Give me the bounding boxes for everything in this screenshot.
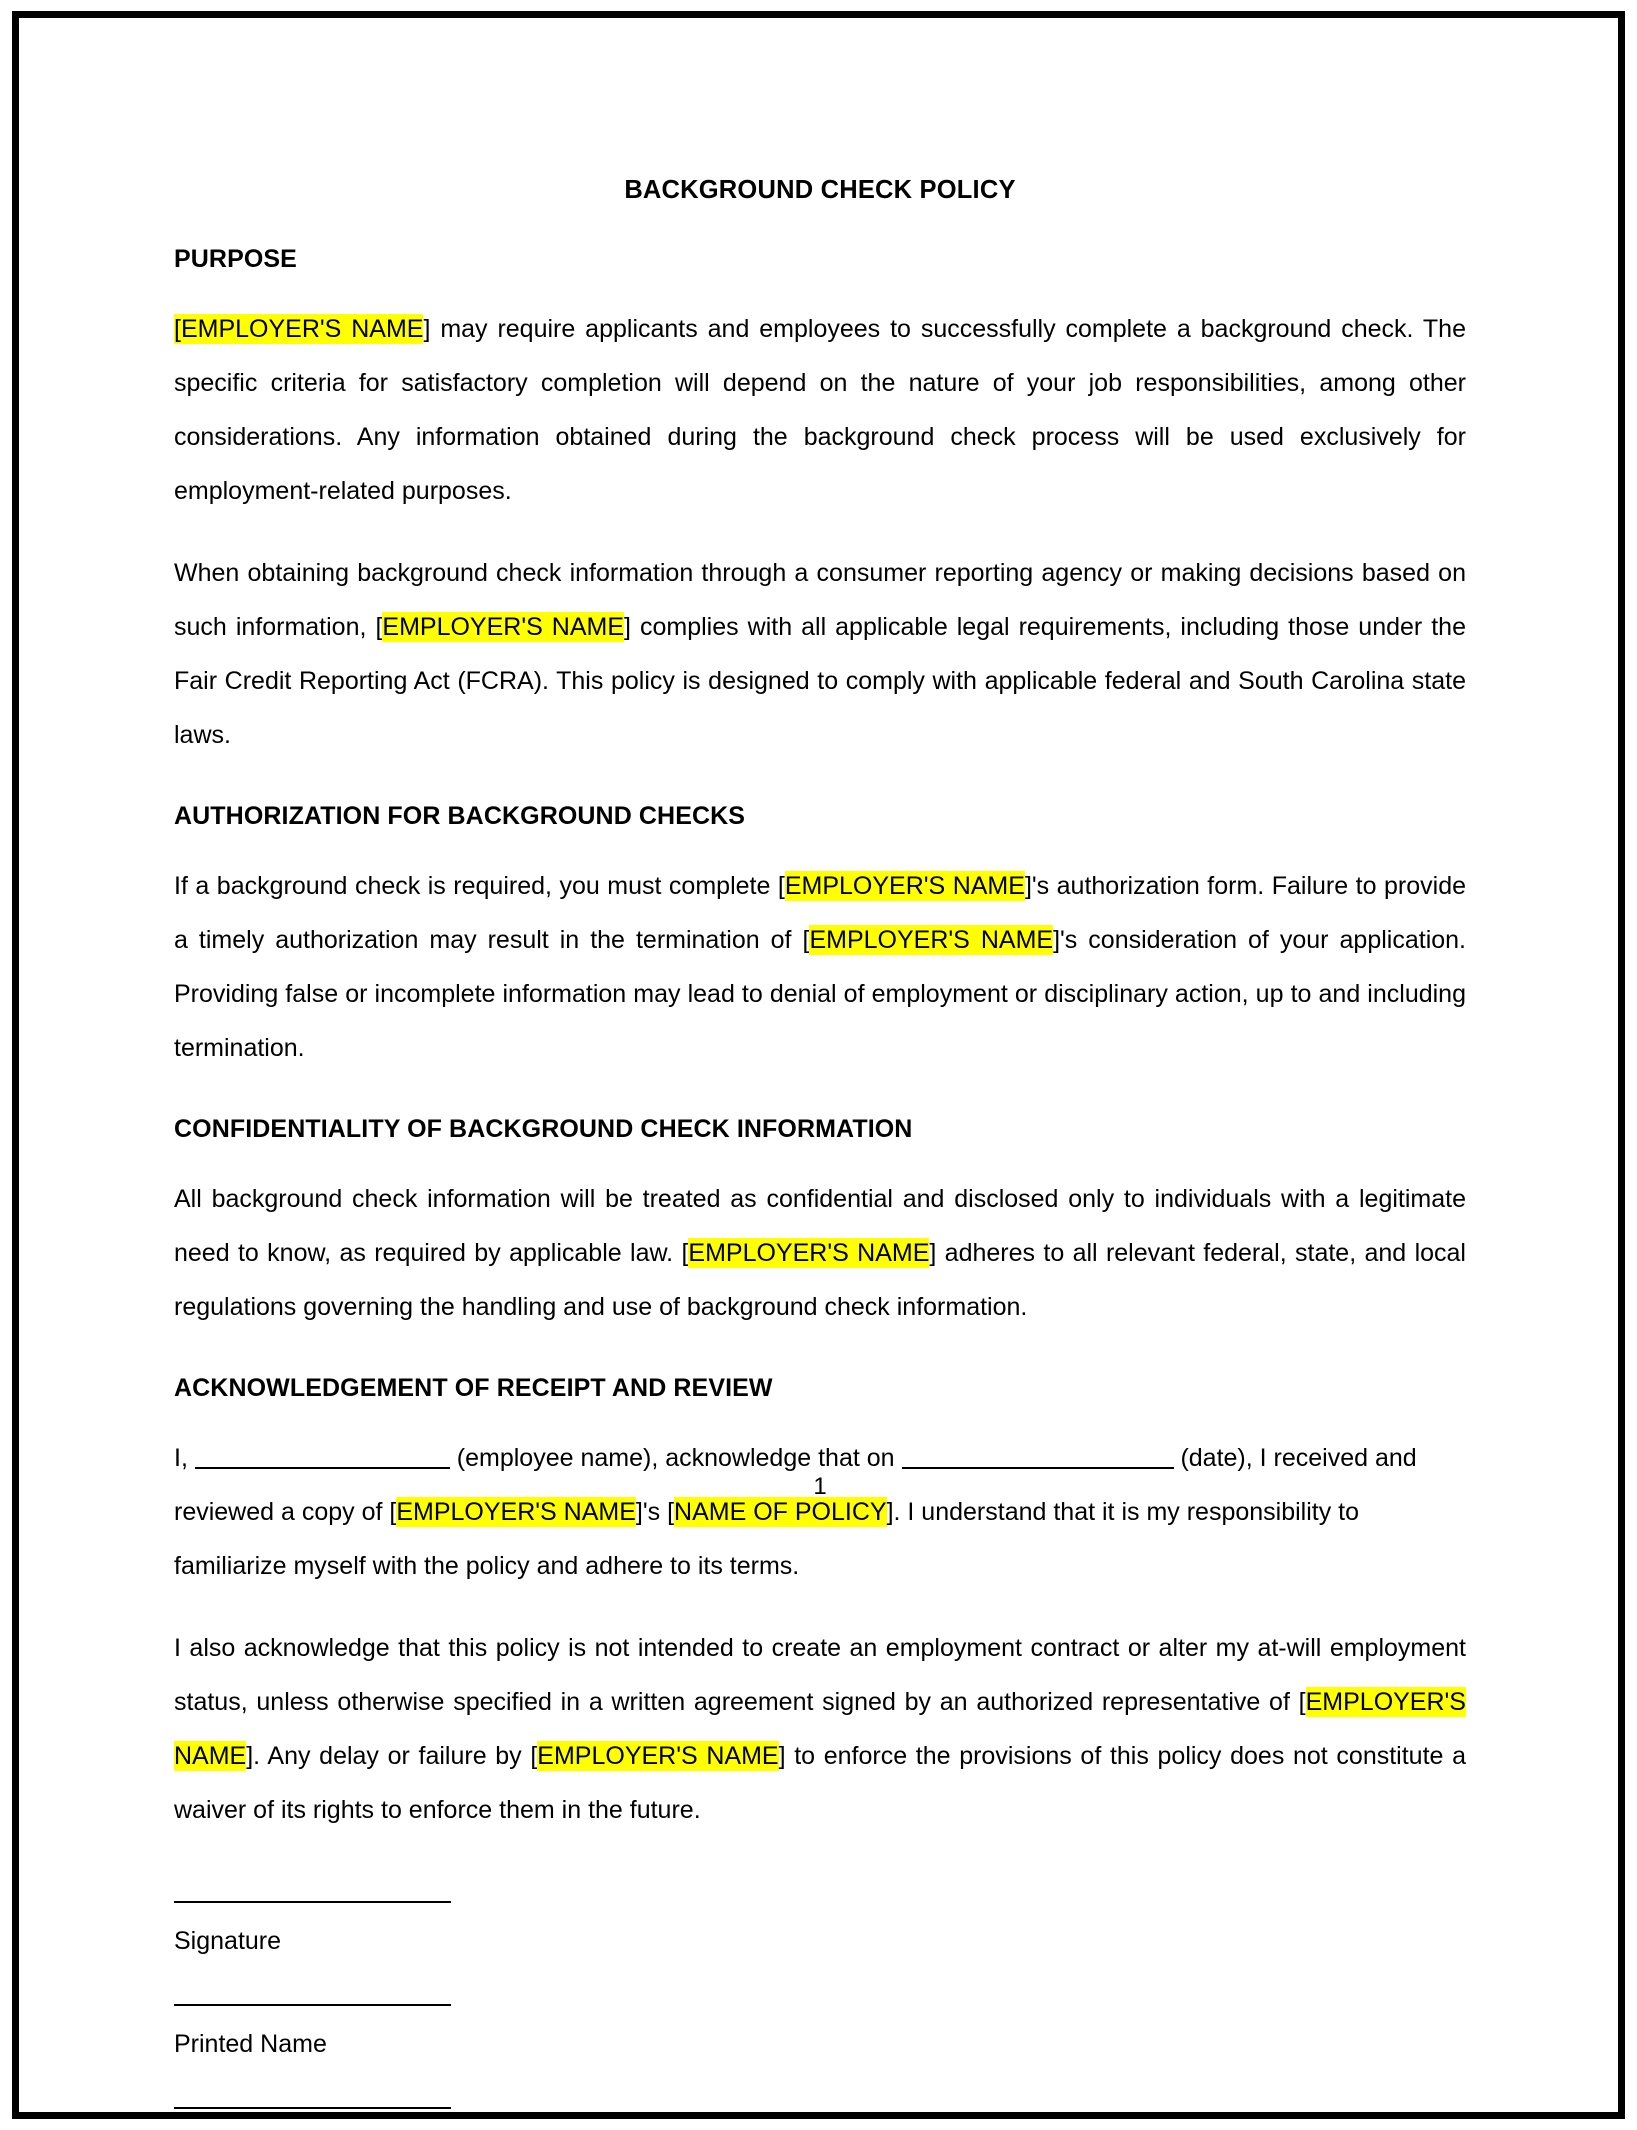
employer-name-placeholder: EMPLOYER'S NAME [174,1688,1466,1770]
bracket-open: [ [174,315,181,343]
signature-block [174,1901,1466,2109]
employee-name-blank[interactable] [195,1442,450,1469]
employer-name-placeholder: EMPLOYER'S NAME [784,872,1025,900]
acknowledgement-part-4: ]'s [ [635,1498,675,1526]
acknowledgement-part-2: (employee name), acknowledge that on [449,1444,902,1472]
confidentiality-paragraph-lead: All background check information will be treated as confidential and disclosed only to individuals with a legitimate need to know, as required by applicable law. [ [174,1185,1466,1267]
section-heading-acknowledgement: ACKNOWLEDGEMENT OF RECEIPT AND REVIEW [174,1374,773,1402]
page-content-area [174,18,1466,2112]
section-heading-authorization: AUTHORIZATION FOR BACKGROUND CHECKS [174,802,746,830]
purpose-paragraph-2-lead: When obtaining background check information through a consumer reporting agency or making decisions based on such information, [ [174,559,1466,641]
date-blank[interactable] [902,1442,1174,1469]
authorization-paragraph-lead: If a background check is required, you must complete [ [174,872,785,900]
employer-name-placeholder: EMPLOYER'S NAME [688,1239,930,1267]
acknowledgement-part-5: ]. I understand that it is my responsibility to familiarize myself with the policy and adhere to its terms. [174,1498,1360,1580]
date-line[interactable] [174,2107,451,2109]
acknowledgement-2-mid: ]. Any delay or failure by [ [246,1742,538,1770]
employer-name-placeholder: EMPLOYER'S NAME [537,1742,779,1770]
purpose-paragraph-2-tail: ] complies with all applicable legal requirements, including those under the Fair Credit Reporting Act (FCRA). This policy is designed to comply with applicable federal and South Carolina state laws. [174,613,1466,749]
acknowledgement-paragraph-2 [174,1621,1466,1837]
confidentiality-paragraph [174,1172,1466,1334]
purpose-paragraph-2 [174,546,1466,762]
printed-name-label: Printed Name [174,2030,327,2058]
employer-name-text: EMPLOYER'S NAME [180,315,424,343]
authorization-paragraph-tail: ]'s consideration of your application. Providing false or incomplete information may lead to denial of employment or disciplinary action, up to and including termination. [174,926,1466,1062]
purpose-paragraph-1 [174,302,1466,518]
page-number: 1 [813,1473,827,1500]
document-title: BACKGROUND CHECK POLICY [624,176,1016,204]
confidentiality-paragraph-tail: ] adheres to all relevant federal, state, and local regulations governing the handling and use of background check information. [174,1239,1466,1321]
section-heading-confidentiality: CONFIDENTIALITY OF BACKGROUND CHECK INFORMATION [174,1115,913,1143]
acknowledgement-2-tail: ] to enforce the provisions of this policy does not constitute a waiver of its rights to enforce them in the future. [174,1742,1466,1824]
acknowledgement-2-lead: I also acknowledge that this policy is not intended to create an employment contract or alter my at-will employment status, unless otherwise specified in a written agreement signed by an authorized representative of [ [174,1634,1466,1716]
authorization-paragraph-mid: ]'s authorization form. Failure to provide a timely authorization may result in the termination of [ [174,872,1466,954]
section-heading-purpose: PURPOSE [174,245,297,273]
signature-line[interactable] [174,1901,451,1903]
page-border-frame [12,11,1625,2119]
printed-name-line[interactable] [174,2004,451,2006]
signature-label: Signature [174,1927,282,1955]
employer-name-placeholder [174,314,423,344]
policy-name-placeholder: NAME OF POLICY [674,1498,887,1526]
purpose-paragraph-1-text: ] may require applicants and employees to successfully complete a background check. The specific criteria for satisfactory completion will depend on the nature of your job responsibilities, among other considerations. Any information obtained during the background check process will be used exclusively for employment-related purposes. [174,315,1466,505]
employer-name-placeholder: EMPLOYER'S NAME [382,613,625,641]
employer-name-placeholder: EMPLOYER'S NAME [396,1498,636,1526]
authorization-paragraph [174,859,1466,1075]
employer-name-placeholder: EMPLOYER'S NAME [809,926,1054,954]
acknowledgement-part-3: (date), I received and reviewed a copy of [ [174,1444,1417,1526]
acknowledgement-lead: I, [174,1444,195,1472]
acknowledgement-paragraph-1 [174,1431,1466,1593]
